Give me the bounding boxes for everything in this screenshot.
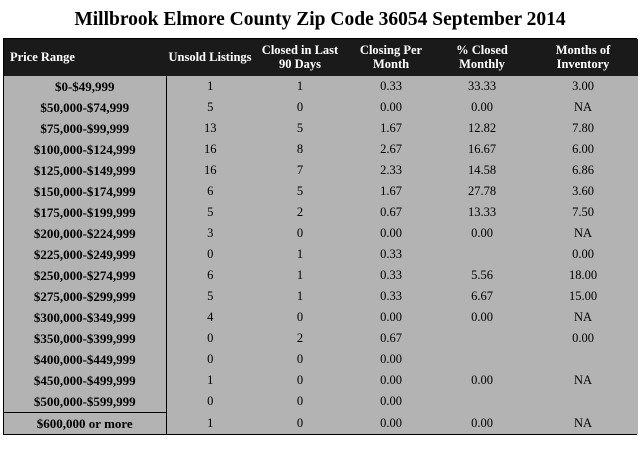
- cell-months-inventory: NA: [528, 97, 638, 118]
- cell-closing-per-month: 0.67: [346, 202, 436, 223]
- cell-price-range: $125,000-$149,999: [4, 160, 166, 181]
- cell-closed-90: 0: [254, 413, 346, 435]
- table-row: [4, 349, 638, 370]
- cell-pct-closed: [436, 349, 528, 370]
- cell-price-range: $350,000-$399,999: [4, 328, 166, 349]
- cell-closed-90: 2: [254, 202, 346, 223]
- cell-closed-90: 2: [254, 328, 346, 349]
- cell-closing-per-month: 0.00: [346, 413, 436, 435]
- cell-pct-closed: 0.00: [436, 413, 528, 435]
- column-header-closing-per-month: Closing Per Month: [346, 39, 436, 76]
- cell-price-range: $250,000-$274,999: [4, 265, 166, 286]
- cell-price-range: $100,000-$124,999: [4, 139, 166, 160]
- cell-closing-per-month: 1.67: [346, 118, 436, 139]
- cell-unsold-listings: 1: [166, 76, 254, 97]
- cell-months-inventory: NA: [528, 223, 638, 244]
- table-row: [4, 370, 638, 391]
- table-row: [4, 307, 638, 328]
- table-row: [4, 328, 638, 349]
- table-row: [4, 76, 638, 97]
- cell-pct-closed: [436, 244, 528, 265]
- table-row: [4, 413, 638, 435]
- cell-unsold-listings: 4: [166, 307, 254, 328]
- cell-closing-per-month: 2.67: [346, 139, 436, 160]
- table-row: [4, 97, 638, 118]
- cell-unsold-listings: 0: [166, 391, 254, 413]
- cell-closed-90: 0: [254, 97, 346, 118]
- cell-closing-per-month: 0.00: [346, 97, 436, 118]
- cell-months-inventory: 3.00: [528, 76, 638, 97]
- cell-price-range: $450,000-$499,999: [4, 370, 166, 391]
- table-row: [4, 265, 638, 286]
- cell-price-range: $400,000-$449,999: [4, 349, 166, 370]
- cell-unsold-listings: 0: [166, 328, 254, 349]
- cell-closing-per-month: 0.67: [346, 328, 436, 349]
- cell-closing-per-month: 0.33: [346, 265, 436, 286]
- cell-pct-closed: 5.56: [436, 265, 528, 286]
- column-header-closed-last-90-days: Closed in Last 90 Days: [254, 39, 346, 76]
- cell-months-inventory: 15.00: [528, 286, 638, 307]
- cell-months-inventory: NA: [528, 413, 638, 435]
- cell-pct-closed: 6.67: [436, 286, 528, 307]
- cell-unsold-listings: 5: [166, 286, 254, 307]
- cell-pct-closed: 27.78: [436, 181, 528, 202]
- cell-unsold-listings: 0: [166, 244, 254, 265]
- table-row: [4, 244, 638, 265]
- cell-closing-per-month: 0.00: [346, 349, 436, 370]
- table-row: [4, 286, 638, 307]
- cell-months-inventory: 0.00: [528, 328, 638, 349]
- cell-months-inventory: NA: [528, 307, 638, 328]
- cell-pct-closed: 0.00: [436, 370, 528, 391]
- cell-closed-90: 5: [254, 118, 346, 139]
- cell-unsold-listings: 16: [166, 160, 254, 181]
- cell-pct-closed: 0.00: [436, 307, 528, 328]
- cell-closing-per-month: 0.33: [346, 286, 436, 307]
- cell-price-range: $175,000-$199,999: [4, 202, 166, 223]
- cell-closed-90: 8: [254, 139, 346, 160]
- cell-closed-90: 0: [254, 307, 346, 328]
- cell-closed-90: 1: [254, 286, 346, 307]
- cell-months-inventory: 7.80: [528, 118, 638, 139]
- cell-pct-closed: 14.58: [436, 160, 528, 181]
- table-header-row: [4, 39, 638, 76]
- cell-months-inventory: NA: [528, 370, 638, 391]
- cell-months-inventory: [528, 391, 638, 413]
- cell-unsold-listings: 6: [166, 265, 254, 286]
- column-header-percent-closed-monthly: % Closed Monthly: [436, 39, 528, 76]
- cell-price-range: $275,000-$299,999: [4, 286, 166, 307]
- page-title: Millbrook Elmore County Zip Code 36054 September 2014: [74, 9, 566, 30]
- cell-closed-90: 1: [254, 244, 346, 265]
- column-header-months-of-inventory: Months of Inventory: [528, 39, 638, 76]
- cell-months-inventory: 3.60: [528, 181, 638, 202]
- column-header-price-range: Price Range: [4, 39, 166, 76]
- cell-closed-90: 7: [254, 160, 346, 181]
- cell-pct-closed: 33.33: [436, 76, 528, 97]
- cell-closed-90: 0: [254, 349, 346, 370]
- cell-closing-per-month: 0.00: [346, 391, 436, 413]
- table-row: [4, 118, 638, 139]
- cell-closing-per-month: 0.00: [346, 223, 436, 244]
- table-row: [4, 391, 638, 413]
- cell-months-inventory: 6.86: [528, 160, 638, 181]
- cell-unsold-listings: 13: [166, 118, 254, 139]
- cell-price-range: $600,000 or more: [4, 413, 166, 435]
- table-row: [4, 223, 638, 244]
- table-header: [4, 39, 638, 76]
- cell-closing-per-month: 0.00: [346, 370, 436, 391]
- cell-closed-90: 0: [254, 370, 346, 391]
- cell-unsold-listings: 3: [166, 223, 254, 244]
- cell-unsold-listings: 1: [166, 370, 254, 391]
- column-header-unsold-listings: Unsold Listings: [166, 39, 254, 76]
- cell-closed-90: 5: [254, 181, 346, 202]
- cell-price-range: $0-$49,999: [4, 76, 166, 97]
- cell-months-inventory: 18.00: [528, 265, 638, 286]
- cell-closing-per-month: 0.00: [346, 307, 436, 328]
- cell-price-range: $225,000-$249,999: [4, 244, 166, 265]
- cell-closing-per-month: 1.67: [346, 181, 436, 202]
- cell-unsold-listings: 0: [166, 349, 254, 370]
- cell-unsold-listings: 16: [166, 139, 254, 160]
- cell-pct-closed: 0.00: [436, 97, 528, 118]
- cell-closed-90: 0: [254, 223, 346, 244]
- cell-pct-closed: [436, 391, 528, 413]
- cell-pct-closed: 16.67: [436, 139, 528, 160]
- cell-closed-90: 0: [254, 391, 346, 413]
- inventory-table: [4, 39, 638, 434]
- cell-closing-per-month: 0.33: [346, 244, 436, 265]
- cell-closing-per-month: 0.33: [346, 76, 436, 97]
- cell-pct-closed: 13.33: [436, 202, 528, 223]
- table-row: [4, 139, 638, 160]
- cell-price-range: $50,000-$74,999: [4, 97, 166, 118]
- cell-unsold-listings: 1: [166, 413, 254, 435]
- cell-price-range: $150,000-$174,999: [4, 181, 166, 202]
- cell-months-inventory: 6.00: [528, 139, 638, 160]
- cell-pct-closed: [436, 328, 528, 349]
- cell-price-range: $500,000-$599,999: [4, 391, 166, 413]
- cell-unsold-listings: 5: [166, 202, 254, 223]
- cell-closing-per-month: 2.33: [346, 160, 436, 181]
- cell-unsold-listings: 6: [166, 181, 254, 202]
- table-row: [4, 202, 638, 223]
- cell-pct-closed: 12.82: [436, 118, 528, 139]
- cell-months-inventory: 7.50: [528, 202, 638, 223]
- cell-months-inventory: 0.00: [528, 244, 638, 265]
- cell-closed-90: 1: [254, 76, 346, 97]
- cell-price-range: $200,000-$224,999: [4, 223, 166, 244]
- cell-price-range: $75,000-$99,999: [4, 118, 166, 139]
- table-row: [4, 181, 638, 202]
- table-row: [4, 160, 638, 181]
- inventory-table-wrapper: [3, 38, 637, 435]
- cell-closed-90: 1: [254, 265, 346, 286]
- cell-unsold-listings: 5: [166, 97, 254, 118]
- cell-price-range: $300,000-$349,999: [4, 307, 166, 328]
- table-body: [4, 76, 638, 434]
- cell-months-inventory: [528, 349, 638, 370]
- cell-pct-closed: 0.00: [436, 223, 528, 244]
